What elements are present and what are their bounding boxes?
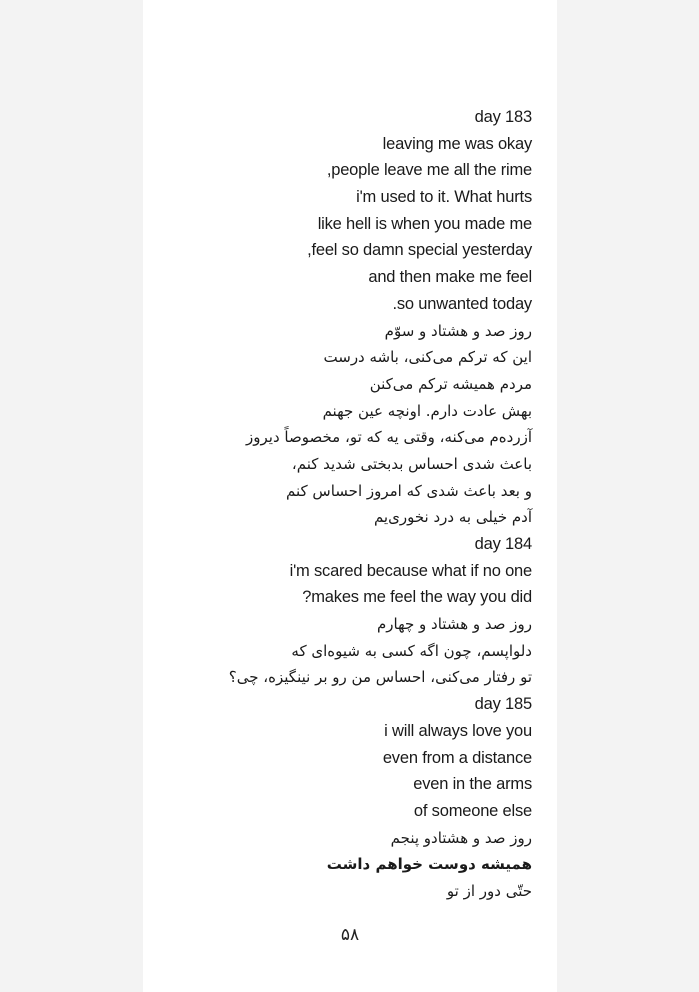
english-line: day 184 (474, 535, 532, 553)
persian-line: آزرده‌م می‌کنه، وقتی یه که تو، مخصوصاً دیروز (246, 428, 532, 447)
english-line: leaving me was okay (382, 134, 532, 153)
persian-line: و بعد باعث شدی که امروز احساس کنم (285, 481, 532, 500)
english-line: day 185 (474, 695, 532, 714)
persian-line: این که ترکم می‌کنی، باشه درست (323, 348, 532, 367)
persian-line: باعث شدی احساس بدبختی شدید کنم، (291, 454, 532, 473)
english-line: ?makes me feel the way you did (302, 588, 532, 607)
persian-line: همیشه دوست خواهم داشت (326, 855, 532, 874)
persian-line: مردم همیشه ترکم می‌کنن (369, 374, 532, 393)
english-line: even in the arms (413, 775, 532, 794)
english-line: i will always love you (384, 721, 532, 740)
english-line: of someone else (413, 801, 532, 820)
persian-line: روز صد و هشتاد و سوّم (384, 321, 532, 340)
english-line: even from a distance (382, 748, 532, 767)
english-line: i'm used to it. What hurts (356, 188, 532, 207)
persian-line: حتّی دور از تو (446, 881, 532, 900)
persian-line: تو رفتار می‌کنی، احساس من رو بر نینگیزه، چی؟ (228, 668, 532, 687)
persian-line: دلواپسم، چون اگه کسی به شیوه‌ای که (291, 641, 532, 660)
english-line: ,people leave me all the rime (326, 161, 532, 180)
english-line: i'm scared because what if no one (289, 561, 532, 580)
english-line: like hell is when you made me (317, 214, 532, 233)
persian-line: روز صد و هشتاد و چهارم (376, 615, 532, 634)
english-line: and then make me feel (368, 268, 532, 287)
english-line: day 183 (474, 108, 532, 126)
persian-line: روز صد و هشتادو پنجم (390, 828, 532, 847)
page-number: ۵۸ (340, 925, 360, 945)
english-line: .so unwanted today (392, 294, 532, 313)
persian-line: آدم خیلی به درد نخوری‌یم (373, 508, 532, 527)
english-line: ,feel so damn special yesterday (307, 241, 532, 260)
poem-text (192, 104, 532, 905)
persian-line: بهش عادت دارم. اونچه عین جهنم (322, 401, 532, 420)
